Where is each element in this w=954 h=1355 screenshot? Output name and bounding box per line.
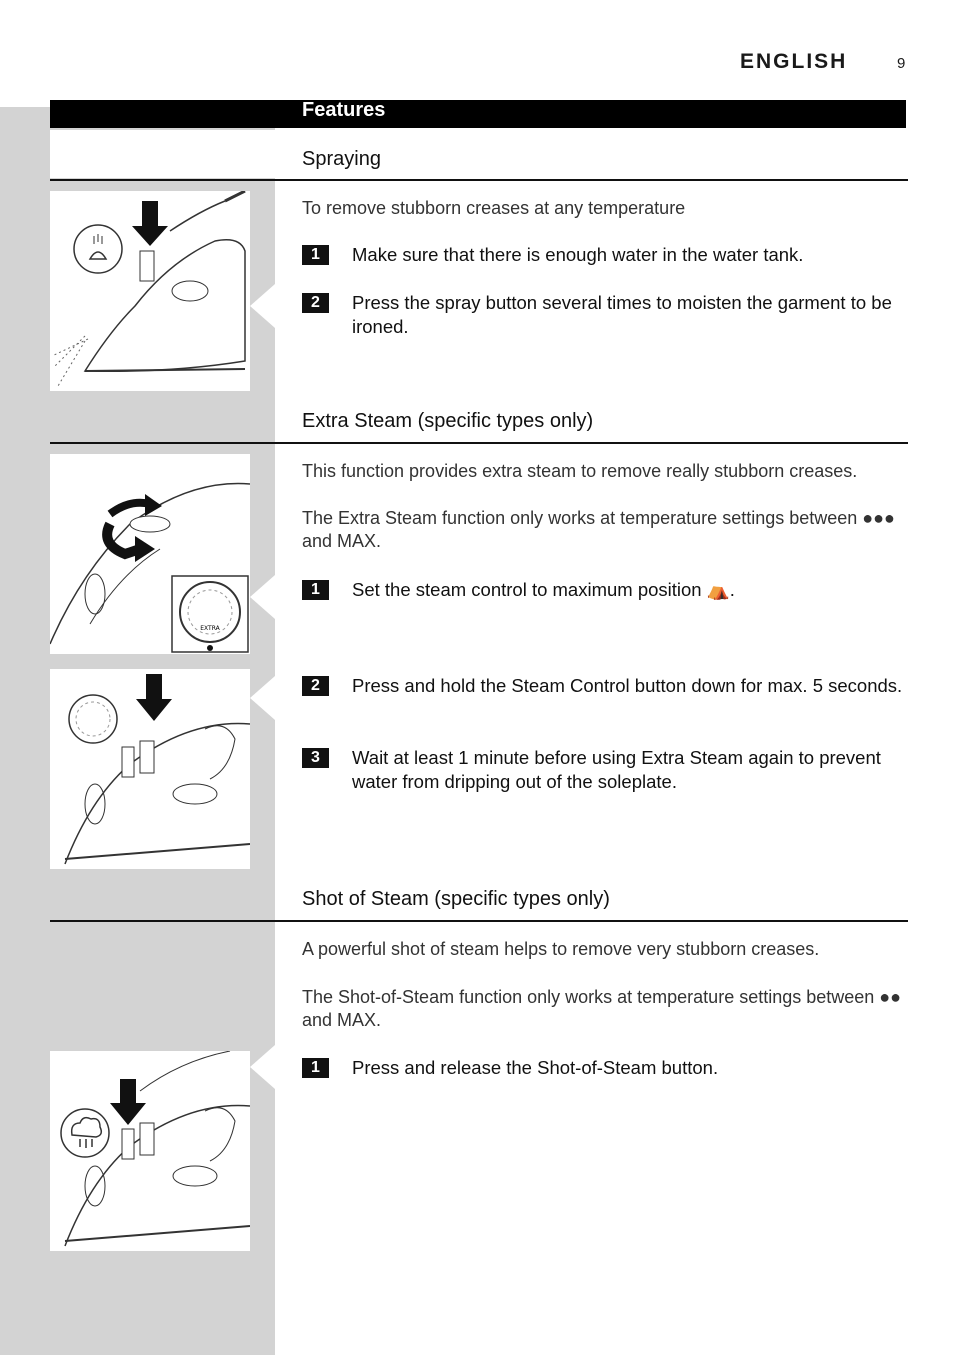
- paragraph: The Extra Steam function only works at temperature settings between ●●● and MAX.: [302, 508, 895, 551]
- steam-button-illustration: [50, 669, 250, 869]
- features-banner: [50, 100, 906, 128]
- step-number: 2: [302, 293, 329, 313]
- section-rule: [50, 442, 908, 444]
- svg-text:EXTRA: EXTRA: [200, 625, 220, 632]
- step-text: Press and release the Shot-of-Steam button.: [352, 1057, 719, 1078]
- step-text: Press and hold the Steam Control button down for max. 5 seconds.: [352, 675, 903, 696]
- step-number: 1: [302, 1058, 329, 1078]
- paragraph: A powerful shot of steam helps to remove very stubborn creases.: [302, 939, 820, 959]
- title-strip: [50, 130, 275, 178]
- section-title-spraying: Spraying: [302, 148, 381, 170]
- step-number: 1: [302, 580, 329, 600]
- step-text: Make sure that there is enough water in the water tank.: [352, 244, 804, 265]
- paragraph: This function provides extra steam to remove really stubborn creases.: [302, 461, 858, 481]
- shot-of-steam-illustration: [50, 1051, 250, 1251]
- section-rule: [50, 920, 908, 922]
- steam-control-illustration: [50, 454, 250, 654]
- step-text: Set the steam control to maximum position ⛺.: [352, 579, 735, 600]
- step-number: 1: [302, 245, 329, 265]
- steam-dial-icon: [180, 582, 240, 642]
- callout-pointer: [250, 1045, 275, 1089]
- step-text: Wait at least 1 minute before using Extra Steam again to prevent water from dripping out of the soleplate.: [352, 747, 881, 792]
- spray-illustration: [50, 191, 250, 391]
- callout-pointer: [250, 284, 275, 328]
- section-title-extra-steam: Extra Steam (specific types only): [302, 410, 594, 432]
- section-title-shot-of-steam: Shot of Steam (specific types only): [302, 888, 610, 910]
- callout-pointer: [250, 575, 275, 619]
- spray-icon: [74, 225, 122, 273]
- step-number: 2: [302, 676, 329, 696]
- features-title: Features: [302, 99, 386, 121]
- language-label: ENGLISH: [740, 50, 848, 73]
- step-text: Press the spray button several times to moisten the garment to be ironed.: [352, 292, 892, 337]
- step-number: 3: [302, 748, 329, 768]
- paragraph: To remove stubborn creases at any temperature: [302, 198, 686, 218]
- section-rule: [50, 179, 908, 181]
- paragraph: The Shot-of-Steam function only works at temperature settings between ●● and MAX.: [302, 987, 902, 1030]
- page-number: 9: [897, 55, 906, 72]
- callout-pointer: [250, 676, 275, 720]
